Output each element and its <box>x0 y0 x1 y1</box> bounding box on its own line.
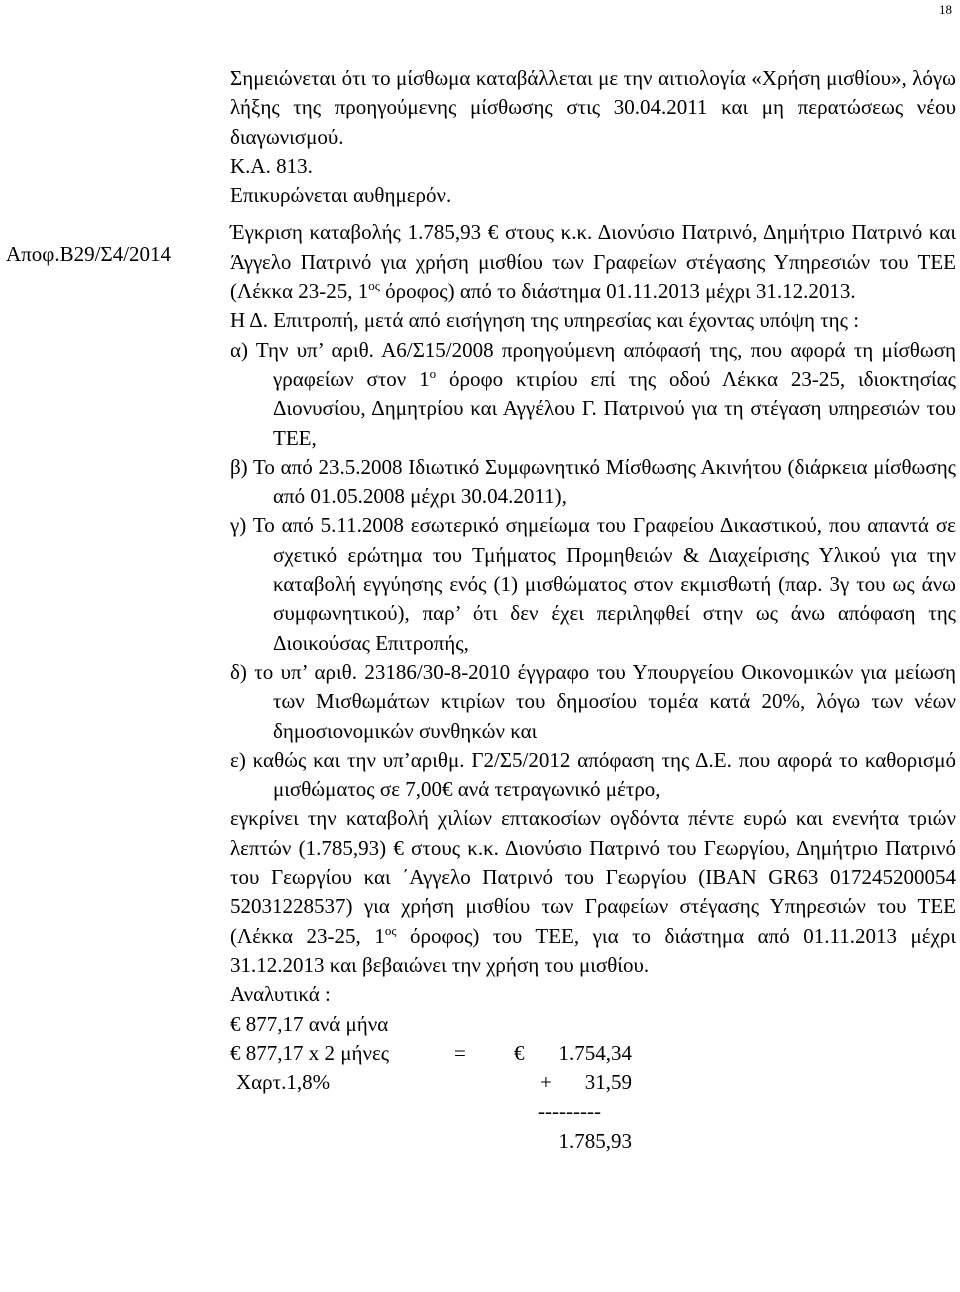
decision-subject: Έγκριση καταβολής 1.785,93 € στους κ.κ. Διονύσιο Πατρινό, Δημήτριο Πατρινό και Άγγελο Πατρινό για χρήση μισθίου των Γραφείων στέγασης Υπηρεσιών του ΤΕΕ (Λέκκα 23-25, $1^{o\varsigma}$ όροφος) από το διάστημα 01.11.2013 μέχρι 31.12.2013. <box>230 220 956 304</box>
calc-value: 1.754,34 <box>558 1040 632 1065</box>
intro-note: Σημειώνεται ότι το μίσθωμα καταβάλλεται με την αιτιολογία «Χρήση μισθίου», λόγω λήξης της προηγούμενης μίσθωσης στις 30.04.2011 και μη περατώσεως νέου διαγωνισμού. <box>230 66 956 149</box>
item-c: γ) Το από 5.11.2008 εσωτερικό σημείωμα του Γραφείου Δικαστικού, που απαντά σε σχετικό ερώτημα του Τμήματος Προμηθειών & Διαχείρισης Υλικού για την καταβολή εγγύησης ενός (1) μισθώματος στον εκμισθωτή (παρ. 3γ του ως άνω συμφωνητικού), παρ’ ότι δεν έχει περιληφθεί στην ως άνω απόφαση της Διοικούσας Επιτροπής, <box>230 513 956 655</box>
breakdown-heading: Αναλυτικά : <box>230 982 331 1007</box>
preamble: Η Δ. Επιτροπή, μετά από εισήγηση της υπηρεσίας και έχοντας υπόψη της : <box>230 308 860 333</box>
stamp-value: 31,59 <box>584 1070 632 1095</box>
calc-currency: € <box>514 1040 525 1065</box>
document-body <box>230 64 956 1156</box>
calc-label: € 877,17 x 2 μήνες <box>230 1040 390 1065</box>
calc-equals: = <box>454 1040 466 1065</box>
stamp-sign: + <box>540 1070 552 1095</box>
item-b: β) Το από 23.5.2008 Ιδιωτικό Συμφωνητικό Μίσθωσης Ακινήτου (διάρκεια μίσθωσης από 01.05.2008 μέχρι 30.04.2011), <box>230 454 956 509</box>
monthly-rent: € 877,17 ανά μήνα <box>230 1011 389 1036</box>
total-amount: 1.785,93 <box>558 1128 632 1153</box>
page-number: 18 <box>939 2 952 17</box>
decision-number: Αποφ.Β29/Σ4/2014 <box>6 242 172 266</box>
item-e: ε) καθώς και την υπ’αριθμ. Γ2/Σ5/2012 απόφαση της Δ.Ε. που αφορά το καθορισμό μισθώματος σε 7,00€ ανά τετραγωνικό μέτρο, <box>230 747 956 802</box>
budget-code: Κ.Α. 813. <box>230 153 313 178</box>
sum-separator: --------- <box>538 1099 601 1124</box>
stamp-label: Χαρτ.1,8% <box>236 1070 331 1095</box>
ratification-note: Επικυρώνεται αυθημερόν. <box>230 183 452 208</box>
item-d: δ) το υπ’ αριθ. 23186/30-8-2010 έγγραφο του Υπουργείου Οικονομικών για μείωση των Μισθωμάτων κτιρίων του δημοσίου τομέα κατά 20%, λόγω των νέων δημοσιονομικών συνθηκών και <box>230 659 956 743</box>
item-a: α) Την υπ’ αριθ. Α6/Σ15/2008 προηγούμενη απόφασή της, που αφορά τη μίσθωση γραφείων στον $1^o$ όροφο κτιρίου επί της οδού Λέκκα 23-25, ιδιοκτησίας Διονυσίου, Δημητρίου και Αγγέλου Γ. Πατρινού για τη στέγαση υπηρεσιών του ΤΕΕ, <box>230 337 956 450</box>
breakdown <box>230 980 956 1156</box>
approval-text: εγκρίνει την καταβολή χιλίων επτακοσίων ογδόντα πέντε ευρώ και ενενήτα τριών λεπτών (1.785,93) € στους κ.κ. Διονύσιο Πατρινό του Γεωργίου, Δημήτριο Πατρινό του Γεωργίου και ΄Αγγελο Πατρινό του Γεωργίου (IBAN GR63 017245200054 52031228537) για χρήση μισθίου των Γραφείων στέγασης Υπηρεσιών του ΤΕΕ (Λέκκα 23-25, $1^{o\varsigma}$ όροφος) του ΤΕΕ, για το διάστημα από 01.11.2013 μέχρι 31.12.2013 και βεβαιώνει την χρήση του μισθίου. <box>230 806 957 977</box>
